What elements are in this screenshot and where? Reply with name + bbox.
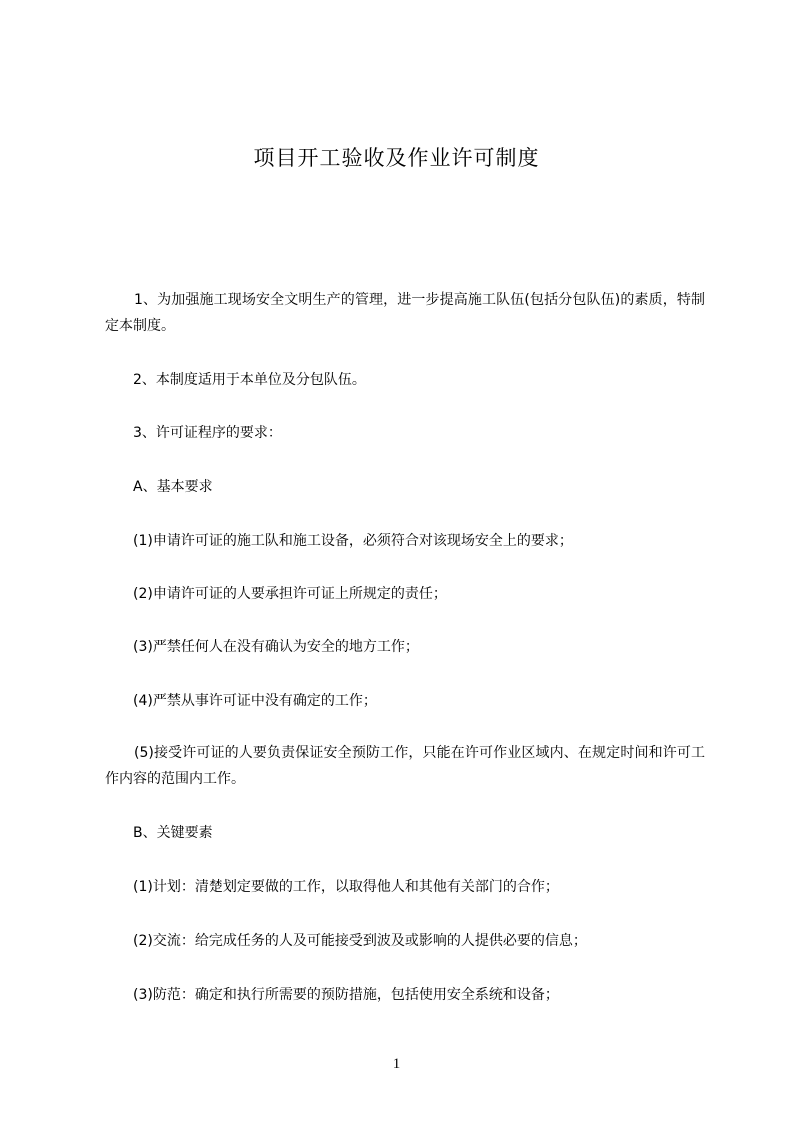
paragraph-3: 3、许可证程序的要求：	[133, 425, 282, 441]
section-a-heading: A、基本要求	[133, 479, 213, 495]
key-element-1: (1)计划：清楚划定要做的工作，以取得他人和其他有关部门的合作；	[133, 879, 559, 895]
requirement-3: (3)严禁任何人在没有确认为安全的地方工作；	[133, 639, 419, 655]
key-element-3: (3)防范：确定和执行所需要的预防措施，包括使用安全系统和设备；	[133, 987, 559, 1003]
section-b-heading: B、关键要素	[133, 825, 213, 841]
requirement-1: (1)申请许可证的施工队和施工设备，必须符合对该现场安全上的要求；	[133, 533, 573, 549]
document-title: 项目开工验收及作业许可制度	[253, 146, 540, 170]
requirement-5: (5)接受许可证的人要负责保证安全预防工作，只能在许可作业区域内、在规定时间和许可工作内容的范围内工作。	[105, 745, 705, 787]
paragraph-1: 1、为加强施工现场安全文明生产的管理，进一步提高施工队伍(包括分包队伍)的素质，特制定本制度。	[105, 292, 705, 334]
key-element-2: (2)交流：给完成任务的人及可能接受到波及或影响的人提供必要的信息；	[133, 933, 587, 949]
requirement-2: (2)申请许可证的人要承担许可证上所规定的责任；	[133, 586, 447, 602]
requirement-4: (4)严禁从事许可证中没有确定的工作；	[133, 693, 377, 709]
page-number: 1	[392, 1056, 401, 1072]
paragraph-2: 2、本制度适用于本单位及分包队伍。	[133, 372, 366, 388]
